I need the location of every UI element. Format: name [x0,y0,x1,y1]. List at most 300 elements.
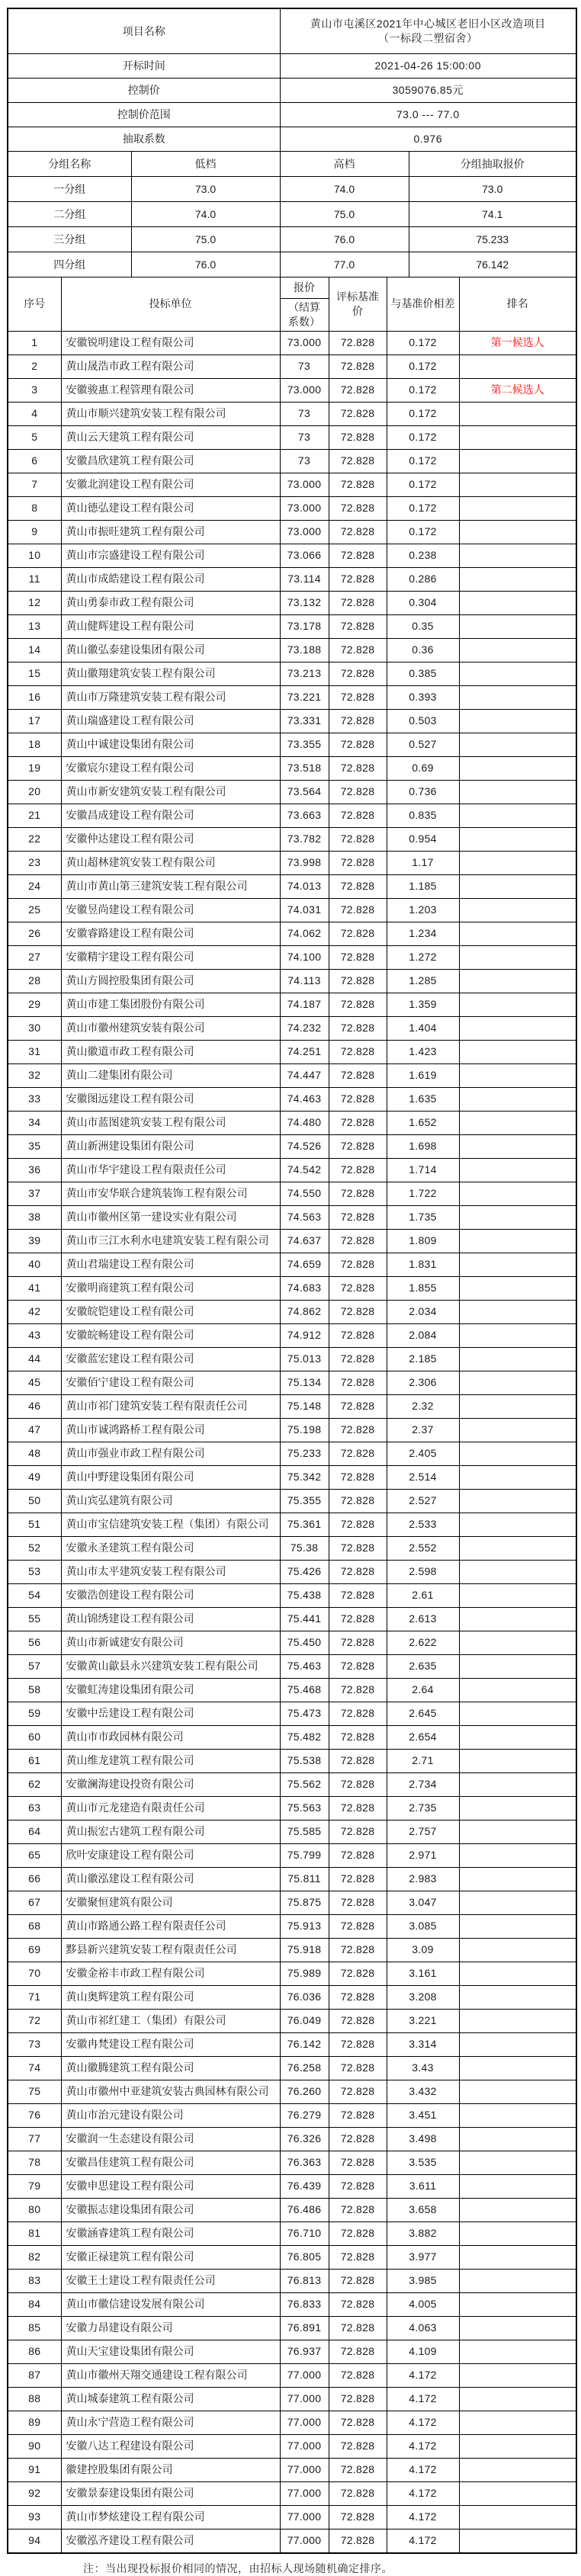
bid-row [8,2340,576,2363]
bid-diff: 1.714 [387,1158,459,1182]
bid-price: 76.326 [280,2127,329,2151]
bid-base-price: 72.828 [329,1063,387,1087]
bid-diff: 2.527 [387,1489,459,1513]
bid-base-price: 72.828 [329,874,387,898]
bid-diff: 2.654 [387,1725,459,1749]
bid-base-price: 72.828 [329,1962,387,1985]
bid-base-price: 72.828 [329,2434,387,2458]
bid-price: 76.036 [280,1985,329,2009]
bid-diff: 2.645 [387,1702,459,1725]
bid-rank [459,685,576,709]
bid-row [8,993,576,1016]
bid-price: 77.000 [280,2434,329,2458]
bid-seq: 77 [8,2127,61,2151]
bid-seq: 78 [8,2151,61,2174]
bid-price: 73.518 [280,756,329,780]
bid-company: 黄山市徽州天翔交通建设工程有限公司 [61,2363,280,2387]
bid-diff: 2.622 [387,1631,459,1654]
bid-company: 黄山中诚建设集团有限公司 [61,733,280,756]
bid-rank [459,1583,576,1607]
bid-rank [459,2269,576,2292]
bid-company: 安徽睿路建设工程有限公司 [61,922,280,945]
bid-price: 73.663 [280,804,329,827]
bid-rank [459,614,576,638]
bid-rank [459,2363,576,2387]
bid-price: 73.114 [280,567,329,591]
bid-company: 黄山云天建筑工程有限公司 [61,425,280,449]
bid-price: 73 [280,425,329,449]
group-value: 76.0 [280,227,409,252]
bid-row [8,1985,576,2009]
bid-company: 安徽明商建筑工程有限公司 [61,1276,280,1300]
bid-price: 75.426 [280,1560,329,1583]
bid-base-price: 72.828 [329,2458,387,2481]
bid-base-price: 72.828 [329,2245,387,2269]
group-name: 四分组 [8,252,131,277]
bid-diff: 3.161 [387,1962,459,1985]
bid-company: 安徽聚恒建筑有限公司 [61,1891,280,1914]
bid-row [8,402,576,425]
bid-price: 73.221 [280,685,329,709]
bid-rank [459,2056,576,2080]
bid-row [8,2316,576,2340]
bid-row [8,591,576,614]
bid-seq: 36 [8,1158,61,1182]
bid-price: 77.000 [280,2411,329,2434]
bid-diff: 1.359 [387,993,459,1016]
bid-row [8,2056,576,2080]
bid-row [8,1820,576,1843]
bid-diff: 0.527 [387,733,459,756]
group-header-cell: 低档 [131,152,280,177]
bid-company: 黄山市万隆建筑安装工程有限公司 [61,685,280,709]
bid-company: 安徽昌成建设工程有限公司 [61,804,280,827]
bid-rank [459,1607,576,1631]
bid-diff: 0.385 [387,662,459,685]
bid-diff: 3.221 [387,2009,459,2032]
bid-base-price: 72.828 [329,1536,387,1560]
bid-seq: 93 [8,2505,61,2529]
bid-rank [459,827,576,851]
bid-table-header-row [8,277,576,332]
bid-price: 74.637 [280,1229,329,1253]
bid-diff: 2.757 [387,1820,459,1843]
bid-row [8,827,576,851]
bid-diff: 0.835 [387,804,459,827]
bid-diff: 0.172 [387,496,459,520]
bid-base-price: 72.828 [329,1891,387,1914]
bid-price: 75.468 [280,1678,329,1702]
bid-price: 73.178 [280,614,329,638]
bid-row [8,2458,576,2481]
bid-rank [459,1678,576,1702]
bid-base-price: 72.828 [329,709,387,733]
bid-row [8,2009,576,2032]
bid-row [8,1891,576,1914]
bid-row [8,2481,576,2505]
bid-rank [459,2103,576,2127]
bid-diff: 0.954 [387,827,459,851]
bid-price: 75.438 [280,1583,329,1607]
bid-rank [459,1182,576,1205]
bid-seq: 45 [8,1371,61,1394]
bid-rank [459,2387,576,2411]
bid-rank [459,1867,576,1891]
bid-seq: 50 [8,1489,61,1513]
bid-seq: 34 [8,1111,61,1134]
bid-company: 黄山市三江水利水电建筑安装工程有限公司 [61,1229,280,1253]
bid-seq: 54 [8,1583,61,1607]
bid-base-price: 72.828 [329,2481,387,2505]
group-value: 74.0 [280,177,409,202]
bid-price: 77.000 [280,2387,329,2411]
bid-rank [459,2292,576,2316]
info-label: 项目名称 [8,8,280,54]
bid-row [8,2529,576,2553]
bid-base-price: 72.828 [329,1772,387,1796]
bid-row [8,1914,576,1938]
bid-company: 安徽蓝宏建设工程有限公司 [61,1347,280,1371]
bid-diff: 2.71 [387,1749,459,1772]
footnote: 注：当出现投标报价相同的情况，由招标人现场随机确定排序。 [83,2562,393,2574]
bid-seq: 89 [8,2411,61,2434]
bid-seq: 72 [8,2009,61,2032]
bid-seq: 74 [8,2056,61,2080]
bid-company: 黄山徽泓建设工程有限公司 [61,1867,280,1891]
bid-base-price: 72.828 [329,1843,387,1867]
bid-seq: 18 [8,733,61,756]
bid-base-price: 72.828 [329,1985,387,2009]
bid-row [8,449,576,473]
bid-company: 安徽澜海建设投资有限公司 [61,1772,280,1796]
bid-seq: 80 [8,2198,61,2222]
info-value: 黄山市屯溪区2021年中心城区老旧小区改造项目（一标段二塑宿舍） [280,8,576,54]
bid-price: 76.891 [280,2316,329,2340]
bid-price: 74.447 [280,1063,329,1087]
bid-diff: 0.172 [387,354,459,378]
bid-opening-results-document [7,8,576,2576]
bid-row [8,2198,576,2222]
bid-base-price: 72.828 [329,1796,387,1820]
bid-price: 73.998 [280,851,329,874]
info-row [8,127,576,152]
bid-diff: 1.635 [387,1087,459,1111]
bid-row [8,945,576,969]
bid-price: 75.989 [280,1962,329,1985]
bid-price: 76.142 [280,2032,329,2056]
bid-diff: 3.432 [387,2080,459,2103]
bid-price: 75.482 [280,1725,329,1749]
bid-row [8,2269,576,2292]
bid-price: 76.710 [280,2222,329,2245]
bid-row [8,804,576,827]
bid-row [8,898,576,922]
group-name: 一分组 [8,177,131,202]
bid-rank [459,2151,576,2174]
bid-row [8,1134,576,1158]
bid-row [8,1347,576,1371]
bid-diff: 4.005 [387,2292,459,2316]
bid-base-price: 72.828 [329,1087,387,1111]
bid-company: 黄山市徽州区第一建设实业有限公司 [61,1205,280,1229]
bid-diff: 4.172 [387,2529,459,2553]
bid-rank [459,449,576,473]
bid-diff: 2.61 [387,1583,459,1607]
bid-seq: 43 [8,1323,61,1347]
bid-row [8,1205,576,1229]
bid-rank [459,1513,576,1536]
bid-row [8,1371,576,1394]
bid-seq: 53 [8,1560,61,1583]
bid-seq: 33 [8,1087,61,1111]
bid-company: 安徽宸尔建设工程有限公司 [61,756,280,780]
bid-row [8,638,576,662]
bid-price: 76.260 [280,2080,329,2103]
bid-price: 73.000 [280,520,329,544]
bid-diff: 0.69 [387,756,459,780]
bid-seq: 90 [8,2434,61,2458]
bid-row [8,2292,576,2316]
bid-seq: 40 [8,1253,61,1276]
bid-company: 黄山中野建设集团有限公司 [61,1465,280,1489]
bid-diff: 1.722 [387,1182,459,1205]
bid-diff: 0.172 [387,520,459,544]
bid-company: 黄山徽翔建筑安装工程有限公司 [61,662,280,685]
bid-company: 安徽泓齐建设工程有限公司 [61,2529,280,2553]
bid-rank [459,544,576,567]
bid-seq: 67 [8,1891,61,1914]
bid-rank [459,1394,576,1418]
bid-rank [459,2529,576,2553]
bid-seq: 48 [8,1442,61,1465]
bid-company: 黄山市太平建筑安装工程有限公司 [61,1560,280,1583]
bid-diff: 4.172 [387,2363,459,2387]
bid-company: 黄山永宁营造工程有限公司 [61,2411,280,2434]
bid-company: 黄山徽腾建筑工程有限公司 [61,2056,280,2080]
bid-price: 76.833 [280,2292,329,2316]
bid-rank [459,2458,576,2481]
bid-price: 75.233 [280,1442,329,1465]
group-value: 77.0 [280,252,409,277]
bid-base-price: 72.828 [329,1749,387,1772]
bid-row [8,1087,576,1111]
bid-rank [459,1631,576,1654]
bid-diff: 2.613 [387,1607,459,1631]
bid-price: 73 [280,402,329,425]
bid-base-price: 72.828 [329,1702,387,1725]
bid-seq: 66 [8,1867,61,1891]
bid-company: 黄山市宝信建筑安装工程（集团）有限公司 [61,1513,280,1536]
bid-price: 75.463 [280,1654,329,1678]
bid-seq: 22 [8,827,61,851]
group-row [8,252,576,277]
bid-rank [459,567,576,591]
bid-seq: 5 [8,425,61,449]
bid-company: 安徽昌佳建筑工程有限公司 [61,2151,280,2174]
bid-row [8,2434,576,2458]
bid-base-price: 72.828 [329,1371,387,1394]
bid-diff: 2.514 [387,1465,459,1489]
bid-diff: 2.64 [387,1678,459,1702]
bid-company: 黄山市梦炫建设工程有限公司 [61,2505,280,2529]
bid-diff: 3.611 [387,2174,459,2198]
bid-row [8,1583,576,1607]
bid-seq: 2 [8,354,61,378]
bid-rank [459,2316,576,2340]
bid-diff: 1.652 [387,1111,459,1134]
bid-company: 黟县新兴建筑安装工程有限责任公司 [61,1938,280,1962]
bid-price: 75.875 [280,1891,329,1914]
group-value: 75.0 [131,227,280,252]
bid-row [8,1725,576,1749]
bid-seq: 26 [8,922,61,945]
bid-seq: 87 [8,2363,61,2387]
bid-base-price: 72.828 [329,2222,387,2245]
bid-diff: 3.985 [387,2269,459,2292]
bid-row [8,1300,576,1323]
bid-seq: 15 [8,662,61,685]
bid-company: 黄山市祁红建工（集团）有限公司 [61,2009,280,2032]
header-base-price: 评标基准价 [329,277,387,332]
bid-base-price: 72.828 [329,1300,387,1323]
bid-company: 黄山市祁门建筑安装工程有限责任公司 [61,1394,280,1418]
bid-company: 黄山方圆控股集团有限公司 [61,969,280,993]
project-info-table [7,8,577,152]
bid-list-table [7,277,577,2554]
bid-base-price: 72.828 [329,1914,387,1938]
bid-base-price: 72.828 [329,591,387,614]
bid-company: 安徽骏惠工程管理有限公司 [61,378,280,402]
bid-seq: 25 [8,898,61,922]
bid-diff: 1.185 [387,874,459,898]
bid-seq: 16 [8,685,61,709]
bid-company: 黄山勇泰市政工程有限公司 [61,591,280,614]
bid-seq: 47 [8,1418,61,1442]
bid-diff: 3.047 [387,1891,459,1914]
bid-rank [459,922,576,945]
bid-company: 安徽虹涛建设集团有限公司 [61,1678,280,1702]
bid-base-price: 72.828 [329,945,387,969]
bid-rank [459,1702,576,1725]
bid-diff: 2.405 [387,1442,459,1465]
bid-price: 74.912 [280,1323,329,1347]
group-name: 三分组 [8,227,131,252]
bid-row [8,1607,576,1631]
bid-rank [459,1820,576,1843]
bid-price: 74.187 [280,993,329,1016]
bid-diff: 3.882 [387,2222,459,2245]
bid-price: 74.113 [280,969,329,993]
bid-rank [459,1276,576,1300]
bid-seq: 39 [8,1229,61,1253]
bid-price: 74.232 [280,1016,329,1040]
bid-company: 安徽正禄建筑工程有限公司 [61,2245,280,2269]
bid-base-price: 72.828 [329,969,387,993]
bid-rank [459,2222,576,2245]
bid-base-price: 72.828 [329,638,387,662]
bid-seq: 44 [8,1347,61,1371]
bid-seq: 3 [8,378,61,402]
bid-row [8,1678,576,1702]
bid-company: 黄山城泰建筑工程有限公司 [61,2387,280,2411]
bid-price: 76.813 [280,2269,329,2292]
bid-company: 安徽永圣建筑工程有限公司 [61,1536,280,1560]
bid-price: 75.361 [280,1513,329,1536]
bid-price: 77.000 [280,2505,329,2529]
bid-rank [459,1560,576,1583]
bid-rank [459,709,576,733]
bid-row [8,473,576,496]
bid-diff: 2.533 [387,1513,459,1536]
bid-diff: 1.272 [387,945,459,969]
bid-seq: 88 [8,2387,61,2411]
group-header-row [8,152,576,177]
bid-rank [459,402,576,425]
bid-row [8,1253,576,1276]
bid-company: 黄山市建工集团股份有限公司 [61,993,280,1016]
bid-rank [459,1087,576,1111]
bid-diff: 3.43 [387,2056,459,2080]
bid-row [8,756,576,780]
bid-base-price: 72.828 [329,898,387,922]
bid-row [8,709,576,733]
bid-base-price: 72.828 [329,1111,387,1134]
bid-price: 73.000 [280,473,329,496]
bid-company: 黄山锦绣建设工程有限公司 [61,1607,280,1631]
info-value: 73.0 --- 77.0 [280,103,576,127]
bid-base-price: 72.828 [329,1418,387,1442]
bid-row [8,780,576,804]
bid-price: 74.659 [280,1253,329,1276]
bid-company: 黄山振宏古建筑工程有限公司 [61,1820,280,1843]
bid-price: 75.473 [280,1702,329,1725]
bid-row [8,544,576,567]
bid-base-price: 72.828 [329,1323,387,1347]
bid-diff: 4.109 [387,2340,459,2363]
bid-row [8,520,576,544]
bid-company: 安徽中岳建设工程有限公司 [61,1702,280,1725]
bid-row [8,614,576,638]
bid-seq: 8 [8,496,61,520]
bid-rank [459,473,576,496]
bid-price: 74.862 [280,1300,329,1323]
bid-base-price: 72.828 [329,1583,387,1607]
bid-diff: 4.172 [387,2387,459,2411]
group-value: 73.0 [409,177,576,202]
bid-row [8,2363,576,2387]
bid-seq: 81 [8,2222,61,2245]
bid-base-price: 72.828 [329,1347,387,1371]
bid-rank [459,1796,576,1820]
bid-base-price: 72.828 [329,378,387,402]
bid-price: 75.538 [280,1749,329,1772]
bid-seq: 20 [8,780,61,804]
bid-base-price: 72.828 [329,851,387,874]
bid-seq: 29 [8,993,61,1016]
bid-price: 73 [280,354,329,378]
bid-company: 黄山德弘建设工程有限公司 [61,496,280,520]
bid-company: 黄山君瑞建设工程有限公司 [61,1253,280,1276]
bid-price: 73.000 [280,331,329,354]
bid-rank [459,1323,576,1347]
bid-rank [459,2481,576,2505]
bid-seq: 27 [8,945,61,969]
bid-diff: 3.09 [387,1938,459,1962]
bid-base-price: 72.828 [329,2387,387,2411]
bid-diff: 4.172 [387,2481,459,2505]
info-label: 抽取系数 [8,127,280,152]
bid-diff: 2.37 [387,1418,459,1442]
